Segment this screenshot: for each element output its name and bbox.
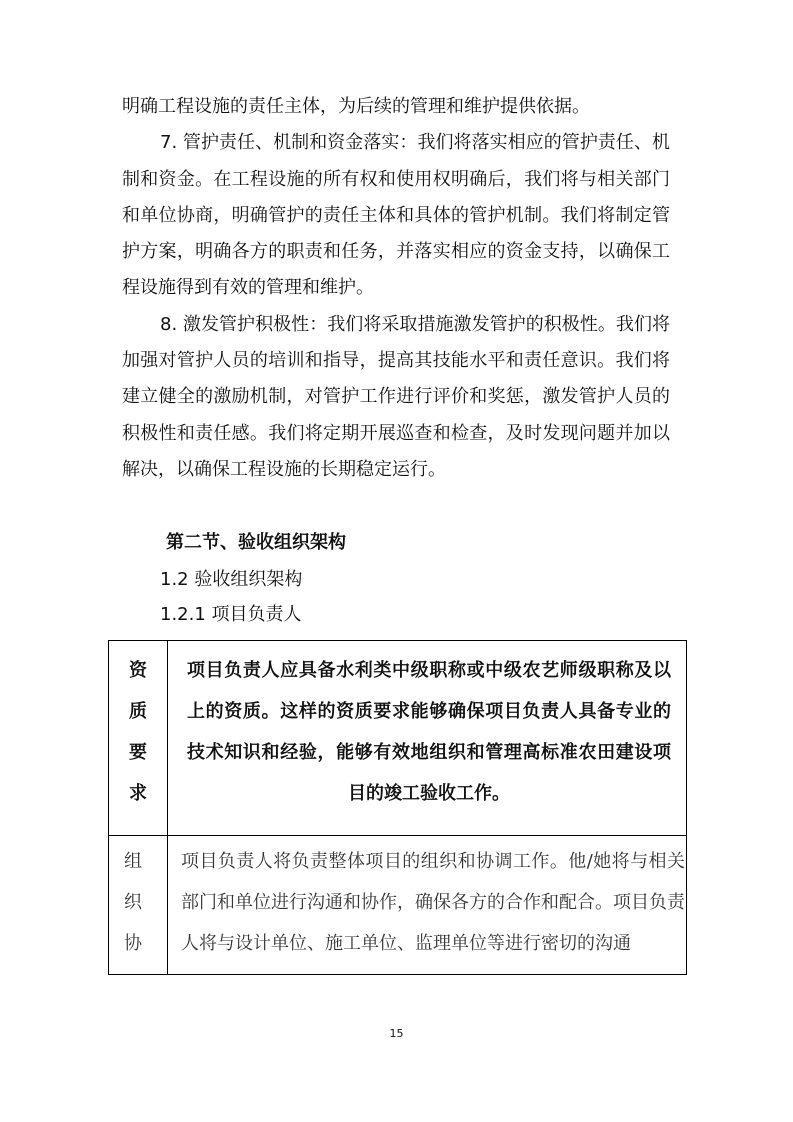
paragraph-continuation: 明确工程设施的责任主体，为后续的管理和维护提供依据。 [122, 96, 590, 117]
table-row [109, 641, 687, 836]
row-label: 资质要求 [129, 660, 147, 804]
table-row [109, 836, 687, 975]
row-label: 组织协 [124, 851, 142, 954]
section-heading: 第二节、验收组织架构 [166, 532, 346, 553]
responsibility-table [108, 640, 687, 975]
subheading: 1.2 验收组织架构 [160, 569, 303, 590]
body-text [122, 89, 670, 488]
page-number: 15 [389, 1027, 404, 1040]
row-content: 项目负责人将负责整体项目的组织和协调工作。他/她将与相关部门和单位进行沟通和协作，确保各方的合作和配合。项目负责人将与设计单位、施工单位、监理单位等进行密切的沟通 [181, 851, 685, 954]
paragraph-item-8: 8. 激发管护积极性：我们将采取措施激发管护的积极性。我们将加强对管护人员的培训和指导，提高其技能水平和责任意识。我们将建立健全的激励机制，对管护工作进行评价和奖惩，激发管护人员的积极性和责任感。我们将定期开展巡查和检查，及时发现问题并加以解决，以确保工程设施的长期稳定运行。 [122, 313, 670, 480]
subheading: 1.2.1 项目负责人 [160, 604, 302, 625]
row-content: 项目负责人应具备水利类中级职称或中级农艺师级职称及以上的资质。这样的资质要求能够确保项目负责人具备专业的技术知识和经验，能够有效地组织和管理高标准农田建设项目的竣工验收工作。 [187, 660, 671, 804]
paragraph-item-7: 7. 管护责任、机制和资金落实：我们将落实相应的管护责任、机制和资金。在工程设施的所有权和使用权明确后，我们将与相关部门和单位协商，明确管护的责任主体和具体的管护机制。我们将制定管护方案，明确各方的职责和任务，并落实相应的资金支持，以确保工程设施得到有效的管理和维护。 [122, 132, 670, 299]
